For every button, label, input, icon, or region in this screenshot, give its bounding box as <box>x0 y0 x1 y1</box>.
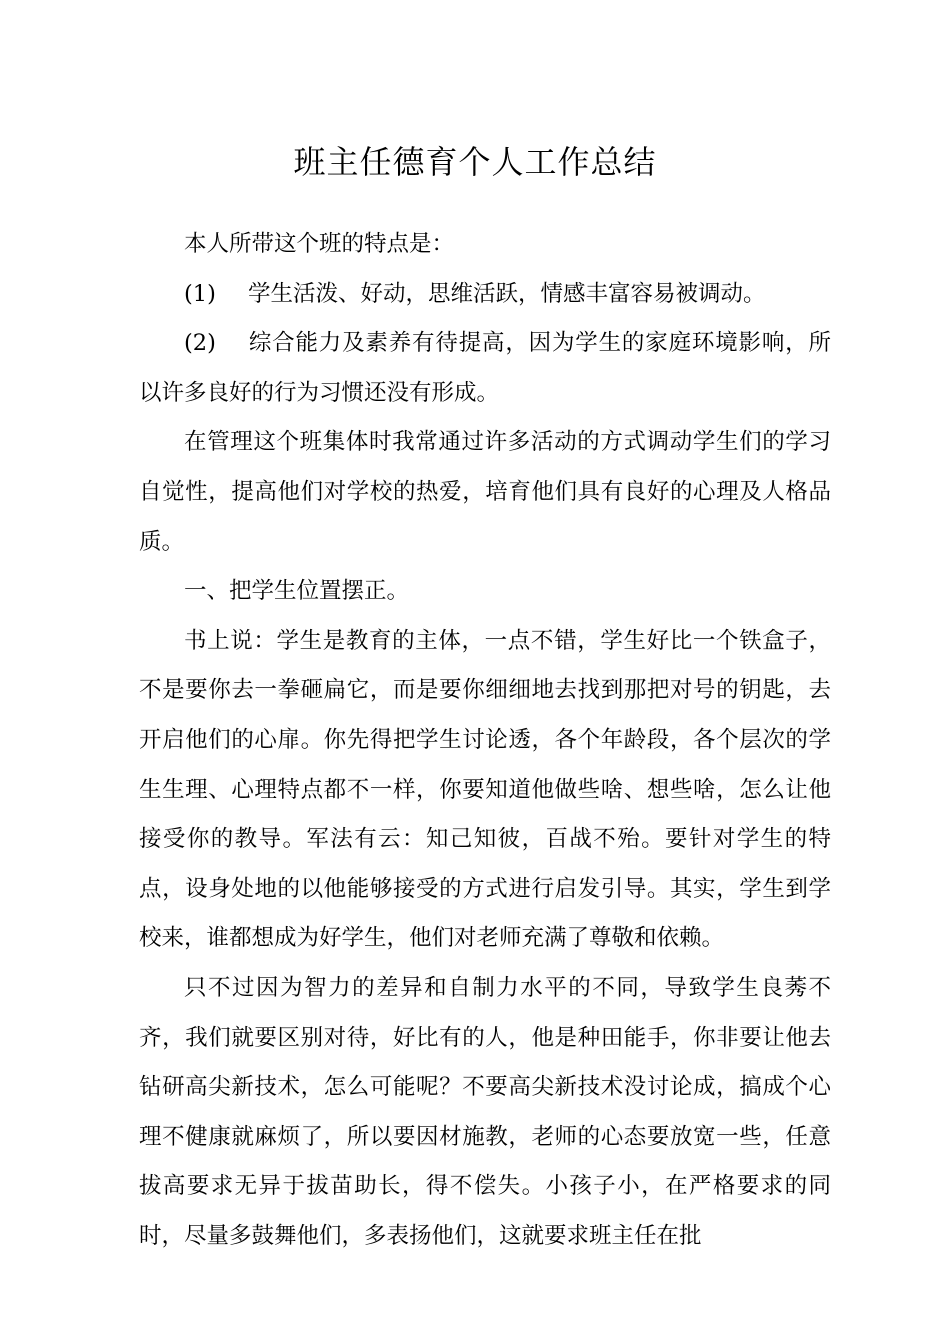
paragraph-text: 本人所带这个班的特点是： <box>184 231 455 257</box>
paragraph-text: 只不过因为智力的差异和自制力水平的不同，导致学生良莠不齐，我们就要区别对待，好比有的人，他是种田能手，你非要让他去钻研高尖新技术，怎么可能呢？不要高尖新技术没讨论成，搞成个心理不健康就麻烦了，所以要因材施教，老师的心态要放宽一些，任意拔高要求无异于拔苗助长，得不偿失。小孩子小，在严格要求的同时，尽量多鼓舞他们，多表扬他们，这就要求班主任在批 <box>139 974 831 1249</box>
paragraph-text: 学生活泼、好动，思维活跃，情感丰富容易被调动。 <box>248 280 766 307</box>
paragraph <box>139 964 831 1262</box>
paragraph-text: 书上说：学生是教育的主体，一点不错，学生好比一个铁盒子，不是要你去一拳砸扁它，而是要你细细地去找到那把对号的钥匙，去开启他们的心扉。你先得把学生讨论透，各个年龄段，各个层次的学生生理、心理特点都不一样，你要知道他做些啥、想些啥，怎么让他接受你的教导。军法有云：知己知彼，百战不殆。要针对学生的特点，设身处地的以他能够接受的方式进行启发引导。其实，学生到学校来，谁都想成为好学生，他们对老师充满了尊敬和依赖。 <box>139 627 831 952</box>
paragraph-text: 一、把学生位置摆正。 <box>184 578 410 605</box>
paragraph <box>139 418 831 567</box>
paragraph-number: (1) <box>184 280 216 307</box>
paragraph <box>139 617 831 964</box>
paragraph-number: (2) <box>184 330 216 357</box>
paragraph-text: 在管理这个班集体时我常通过许多活动的方式调动学生们的学习自觉性，提高他们对学校的热爱，培育他们具有良好的心理及人格品质。 <box>139 429 831 555</box>
section-heading <box>139 567 831 617</box>
paragraph-text: 综合能力及素养有待提高，因为学生的家庭环境影响，所以许多良好的行为习惯还没有形成。 <box>139 330 831 406</box>
numbered-paragraph <box>139 319 831 418</box>
document-body <box>139 220 831 1261</box>
document-title: 班主任德育个人工作总结 <box>293 143 657 181</box>
paragraph <box>139 220 831 270</box>
numbered-paragraph <box>139 270 831 320</box>
